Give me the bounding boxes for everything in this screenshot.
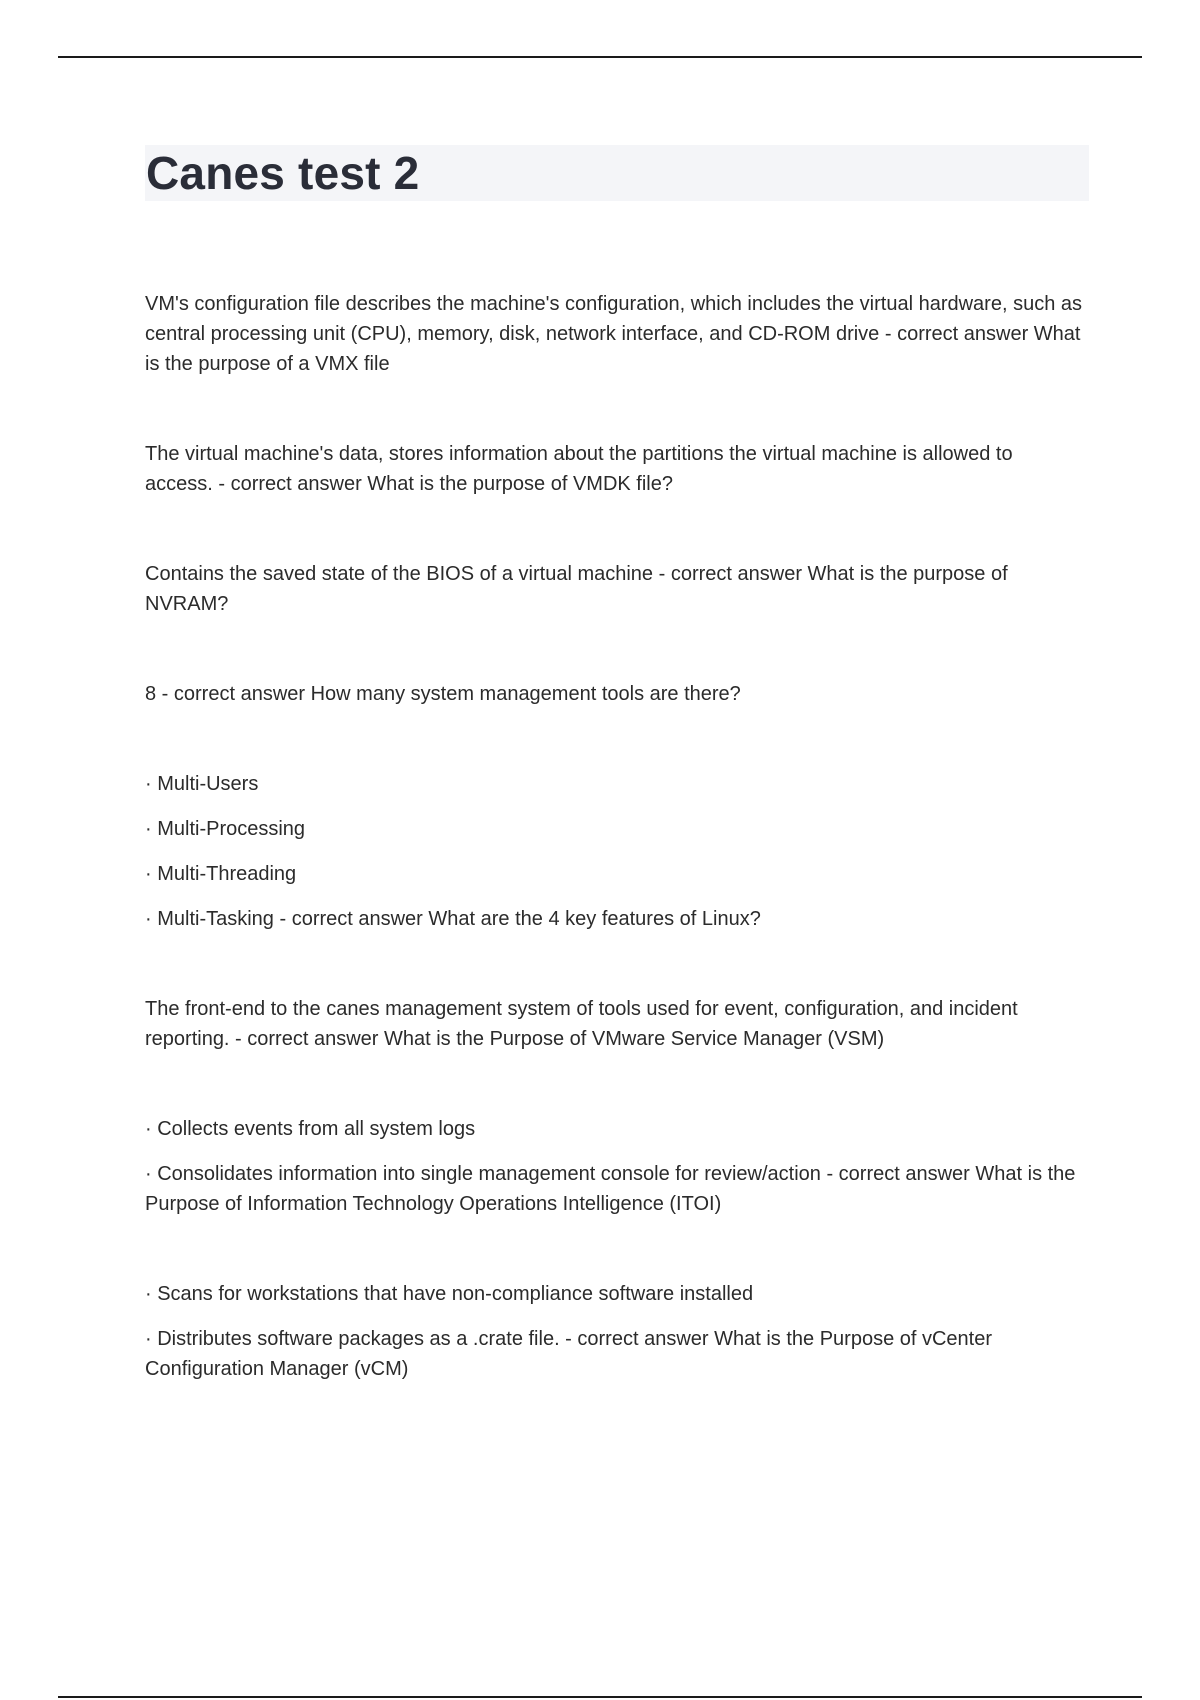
flashcard-bullet: · Scans for workstations that have non-compliance software installed	[145, 1283, 754, 1305]
flashcard-bullet: · Multi-Threading	[145, 863, 297, 885]
flashcard	[145, 439, 1085, 499]
flashcard	[145, 559, 1085, 619]
flashcard-text: Contains the saved state of the BIOS of a virtual machine - correct answer What is the purpose of NVRAM?	[145, 563, 1008, 615]
flashcard-text: The front-end to the canes management system of tools used for event, configuration, and incident reporting. - correct answer What is the Purpose of VMware Service Manager (VSM)	[145, 998, 1018, 1050]
flashcard	[145, 289, 1085, 379]
flashcard-bullet: · Multi-Users	[145, 773, 259, 795]
flashcard	[145, 769, 1085, 934]
flashcard-list	[145, 289, 1085, 1384]
flashcard-text: The virtual machine's data, stores information about the partitions the virtual machine is allowed to access. - correct answer What is the purpose of VMDK file?	[145, 443, 1013, 495]
flashcard	[145, 1279, 1085, 1384]
flashcard-bullet: · Consolidates information into single management console for review/action - correct answer What is the Purpose of Information Technology Operations Intelligence (ITOI)	[145, 1163, 1076, 1215]
flashcard-text: 8 - correct answer How many system management tools are there?	[145, 683, 741, 705]
bottom-rule	[58, 1696, 1142, 1698]
flashcard-bullet: · Multi-Tasking - correct answer What are the 4 key features of Linux?	[145, 908, 761, 930]
top-rule	[58, 56, 1142, 58]
flashcard	[145, 679, 1085, 709]
flashcard-bullet: · Multi-Processing	[145, 818, 306, 840]
page-title: Canes test 2	[146, 147, 420, 199]
flashcard-bullet: · Distributes software packages as a .crate file. - correct answer What is the Purpose of vCenter Configuration Manager (vCM)	[145, 1328, 993, 1380]
flashcard	[145, 994, 1085, 1054]
flashcard	[145, 1114, 1085, 1219]
flashcard-bullet: · Collects events from all system logs	[145, 1118, 476, 1140]
flashcard-text: VM's configuration file describes the machine's configuration, which includes the virtual hardware, such as central processing unit (CPU), memory, disk, network interface, and CD-ROM drive - correct answer What is the purpose of a VMX file	[145, 293, 1083, 375]
